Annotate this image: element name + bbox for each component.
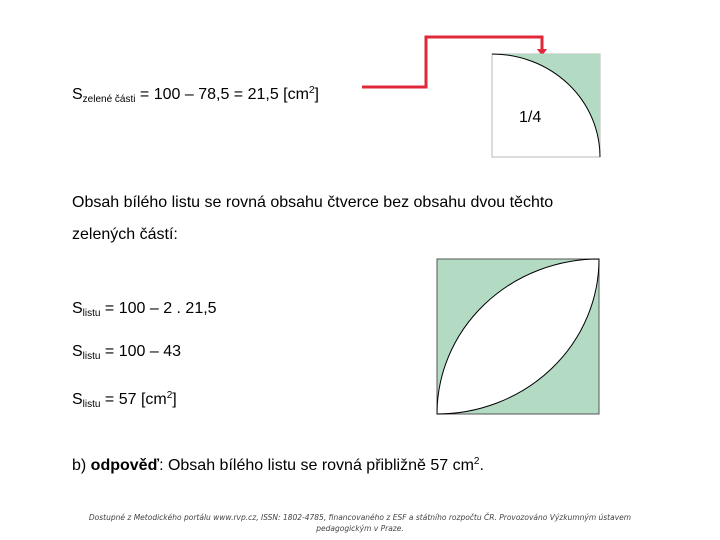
formula-expression: = 100 – 78,5 = 21,5 [cm: [135, 86, 309, 103]
equation-subscript: listu: [82, 351, 101, 362]
footer-line-2: pedagogickým v Praze.: [316, 524, 404, 533]
equation-2: [72, 342, 181, 367]
answer-text: : Obsah bílého listu se rovná přibližně 57 cm: [159, 457, 474, 474]
equation-subscript: listu: [82, 308, 101, 319]
answer-prefix: b): [72, 457, 91, 474]
footer-line-1: Dostupné z Metodického portálu www.rvp.cz, ISSN: 1802-4785, financovaného z ESF a státního rozpočtu ČR. Provozováno Výzkumným ústavem: [88, 513, 632, 522]
quarter-square-figure: [492, 54, 600, 157]
equation-3: [72, 386, 177, 415]
equation-1: [72, 299, 217, 324]
formula-close-bracket: ]: [314, 86, 319, 103]
equation-symbol: S: [72, 300, 83, 317]
formula-unit-exponent: 2: [308, 85, 315, 96]
equation-symbol: S: [72, 343, 83, 360]
equation-exponent: 2: [166, 390, 173, 401]
equation-rest: = 100 – 43: [100, 343, 181, 360]
paragraph-line-2: zelených částí:: [72, 226, 178, 243]
footer: [40, 512, 680, 534]
leaf-square-figure: [437, 259, 599, 414]
paragraph-line-1: Obsah bílého listu se rovná obsahu čtverce bez obsahu dvou těchto: [72, 194, 554, 211]
equation-symbol: S: [72, 391, 83, 408]
equation-rest: = 100 – 2 . 21,5: [100, 300, 217, 317]
equation-tail: ]: [172, 391, 177, 408]
equation-subscript: listu: [82, 399, 101, 410]
answer-end: .: [479, 457, 484, 474]
answer-exponent: 2: [473, 456, 480, 467]
equation-rest: = 57 [cm: [100, 391, 167, 408]
answer-line: [72, 452, 484, 476]
formula-subscript: zelené části: [82, 94, 136, 105]
quarter-label: 1/4: [519, 109, 542, 126]
formula-symbol: S: [72, 86, 83, 103]
answer-bold-word: odpověď: [90, 457, 160, 474]
